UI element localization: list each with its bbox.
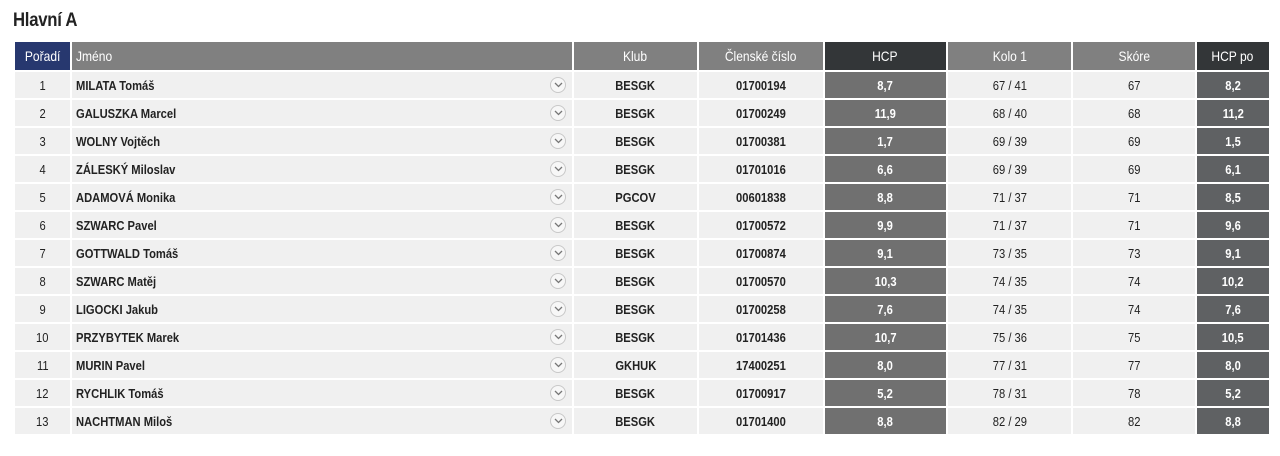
member-number-cell: 01701436	[699, 324, 822, 350]
rank-cell: 12	[15, 380, 70, 406]
round-1-cell: 73 / 35	[948, 240, 1071, 266]
hcp-cell: 5,2	[825, 380, 946, 406]
club-cell: BESGK	[574, 296, 697, 322]
rank-cell: 8	[15, 268, 70, 294]
header-club[interactable]: Klub	[574, 42, 697, 70]
hcp-after-cell: 5,2	[1197, 380, 1269, 406]
rank-cell: 10	[15, 324, 70, 350]
header-hcp-after[interactable]: HCP po	[1197, 42, 1269, 70]
chevron-down-icon[interactable]	[550, 189, 566, 205]
round-1-cell: 77 / 31	[948, 352, 1071, 378]
member-number-cell: 01700570	[699, 268, 822, 294]
member-number-cell: 01700917	[699, 380, 822, 406]
score-cell: 74	[1073, 268, 1194, 294]
chevron-down-icon[interactable]	[550, 273, 566, 289]
member-number-cell: 01701016	[699, 156, 822, 182]
hcp-after-cell: 8,5	[1197, 184, 1269, 210]
table-row[interactable]	[15, 212, 1269, 238]
hcp-after-cell: 8,2	[1197, 72, 1269, 98]
table-header-row	[15, 42, 1269, 70]
header-name[interactable]: Jméno	[72, 42, 572, 70]
club-cell: BESGK	[574, 240, 697, 266]
hcp-cell: 10,3	[825, 268, 946, 294]
rank-cell: 11	[15, 352, 70, 378]
chevron-down-icon[interactable]	[550, 133, 566, 149]
header-score[interactable]: Skóre	[1073, 42, 1194, 70]
player-name-cell: GOTTWALD Tomáš	[72, 240, 572, 266]
hcp-cell: 11,9	[825, 100, 946, 126]
round-1-cell: 75 / 36	[948, 324, 1071, 350]
hcp-after-cell: 8,8	[1197, 408, 1269, 434]
score-cell: 67	[1073, 72, 1194, 98]
round-1-cell: 67 / 41	[948, 72, 1071, 98]
hcp-cell: 8,7	[825, 72, 946, 98]
table-row[interactable]	[15, 100, 1269, 126]
score-cell: 73	[1073, 240, 1194, 266]
player-name-cell: ZÁLESKÝ Miloslav	[72, 156, 572, 182]
table-row[interactable]	[15, 408, 1269, 434]
chevron-down-icon[interactable]	[550, 413, 566, 429]
chevron-down-icon[interactable]	[550, 245, 566, 261]
round-1-cell: 82 / 29	[948, 408, 1071, 434]
score-cell: 68	[1073, 100, 1194, 126]
club-cell: BESGK	[574, 380, 697, 406]
score-cell: 74	[1073, 296, 1194, 322]
player-name-cell: GALUSZKA Marcel	[72, 100, 572, 126]
hcp-cell: 8,8	[825, 184, 946, 210]
member-number-cell: 01700258	[699, 296, 822, 322]
header-hcp[interactable]: HCP	[825, 42, 946, 70]
table-row[interactable]	[15, 156, 1269, 182]
member-number-cell: 01700572	[699, 212, 822, 238]
chevron-down-icon[interactable]	[550, 161, 566, 177]
member-number-cell: 01701400	[699, 408, 822, 434]
chevron-down-icon[interactable]	[550, 357, 566, 373]
score-cell: 75	[1073, 324, 1194, 350]
hcp-after-cell: 11,2	[1197, 100, 1269, 126]
rank-cell: 6	[15, 212, 70, 238]
hcp-cell: 8,0	[825, 352, 946, 378]
table-row[interactable]	[15, 240, 1269, 266]
rank-cell: 4	[15, 156, 70, 182]
round-1-cell: 68 / 40	[948, 100, 1071, 126]
hcp-after-cell: 6,1	[1197, 156, 1269, 182]
player-name-cell: ADAMOVÁ Monika	[72, 184, 572, 210]
club-cell: BESGK	[574, 128, 697, 154]
table-row[interactable]	[15, 72, 1269, 98]
player-name-cell: PRZYBYTEK Marek	[72, 324, 572, 350]
player-name-cell: RYCHLIK Tomáš	[72, 380, 572, 406]
player-name-cell: LIGOCKI Jakub	[72, 296, 572, 322]
table-row[interactable]	[15, 268, 1269, 294]
score-cell: 82	[1073, 408, 1194, 434]
table-row[interactable]	[15, 296, 1269, 322]
chevron-down-icon[interactable]	[550, 385, 566, 401]
rank-cell: 3	[15, 128, 70, 154]
table-row[interactable]	[15, 324, 1269, 350]
rank-cell: 9	[15, 296, 70, 322]
player-name-cell: SZWARC Matěj	[72, 268, 572, 294]
hcp-after-cell: 10,2	[1197, 268, 1269, 294]
hcp-cell: 6,6	[825, 156, 946, 182]
table-row[interactable]	[15, 352, 1269, 378]
club-cell: PGCOV	[574, 184, 697, 210]
club-cell: BESGK	[574, 72, 697, 98]
page-title: Hlavní A	[13, 10, 78, 31]
round-1-cell: 69 / 39	[948, 128, 1071, 154]
rank-cell: 7	[15, 240, 70, 266]
round-1-cell: 71 / 37	[948, 184, 1071, 210]
member-number-cell: 17400251	[699, 352, 822, 378]
member-number-cell: 01700381	[699, 128, 822, 154]
chevron-down-icon[interactable]	[550, 301, 566, 317]
member-number-cell: 01700249	[699, 100, 822, 126]
table-row[interactable]	[15, 128, 1269, 154]
player-name-cell: MURIN Pavel	[72, 352, 572, 378]
table-body	[15, 72, 1269, 434]
score-cell: 69	[1073, 128, 1194, 154]
club-cell: BESGK	[574, 324, 697, 350]
round-1-cell: 74 / 35	[948, 268, 1071, 294]
member-number-cell: 01700874	[699, 240, 822, 266]
table-row[interactable]	[15, 380, 1269, 406]
chevron-down-icon[interactable]	[550, 77, 566, 93]
club-cell: BESGK	[574, 268, 697, 294]
chevron-down-icon[interactable]	[550, 105, 566, 121]
player-name-cell: SZWARC Pavel	[72, 212, 572, 238]
hcp-after-cell: 8,0	[1197, 352, 1269, 378]
hcp-cell: 9,9	[825, 212, 946, 238]
rank-cell: 5	[15, 184, 70, 210]
hcp-cell: 1,7	[825, 128, 946, 154]
club-cell: BESGK	[574, 156, 697, 182]
round-1-cell: 69 / 39	[948, 156, 1071, 182]
score-cell: 77	[1073, 352, 1194, 378]
club-cell: BESGK	[574, 212, 697, 238]
hcp-after-cell: 10,5	[1197, 324, 1269, 350]
hcp-after-cell: 1,5	[1197, 128, 1269, 154]
rank-cell: 1	[15, 72, 70, 98]
header-rank[interactable]: Pořadí	[15, 42, 70, 70]
member-number-cell: 01700194	[699, 72, 822, 98]
table-row[interactable]	[15, 184, 1269, 210]
round-1-cell: 74 / 35	[948, 296, 1071, 322]
hcp-cell: 9,1	[825, 240, 946, 266]
score-cell: 71	[1073, 212, 1194, 238]
hcp-after-cell: 9,6	[1197, 212, 1269, 238]
round-1-cell: 71 / 37	[948, 212, 1071, 238]
member-number-cell: 00601838	[699, 184, 822, 210]
club-cell: BESGK	[574, 100, 697, 126]
rank-cell: 13	[15, 408, 70, 434]
score-cell: 69	[1073, 156, 1194, 182]
club-cell: BESGK	[574, 408, 697, 434]
hcp-cell: 10,7	[825, 324, 946, 350]
header-round-1[interactable]: Kolo 1	[948, 42, 1071, 70]
player-name-cell: WOLNY Vojtěch	[72, 128, 572, 154]
round-1-cell: 78 / 31	[948, 380, 1071, 406]
header-member-number[interactable]: Členské číslo	[699, 42, 822, 70]
hcp-cell: 7,6	[825, 296, 946, 322]
hcp-cell: 8,8	[825, 408, 946, 434]
hcp-after-cell: 9,1	[1197, 240, 1269, 266]
club-cell: GKHUK	[574, 352, 697, 378]
player-name-cell: MILATA Tomáš	[72, 72, 572, 98]
results-table	[13, 40, 1271, 436]
chevron-down-icon[interactable]	[550, 329, 566, 345]
score-cell: 71	[1073, 184, 1194, 210]
score-cell: 78	[1073, 380, 1194, 406]
hcp-after-cell: 7,6	[1197, 296, 1269, 322]
player-name-cell: NACHTMAN Miloš	[72, 408, 572, 434]
chevron-down-icon[interactable]	[550, 217, 566, 233]
rank-cell: 2	[15, 100, 70, 126]
